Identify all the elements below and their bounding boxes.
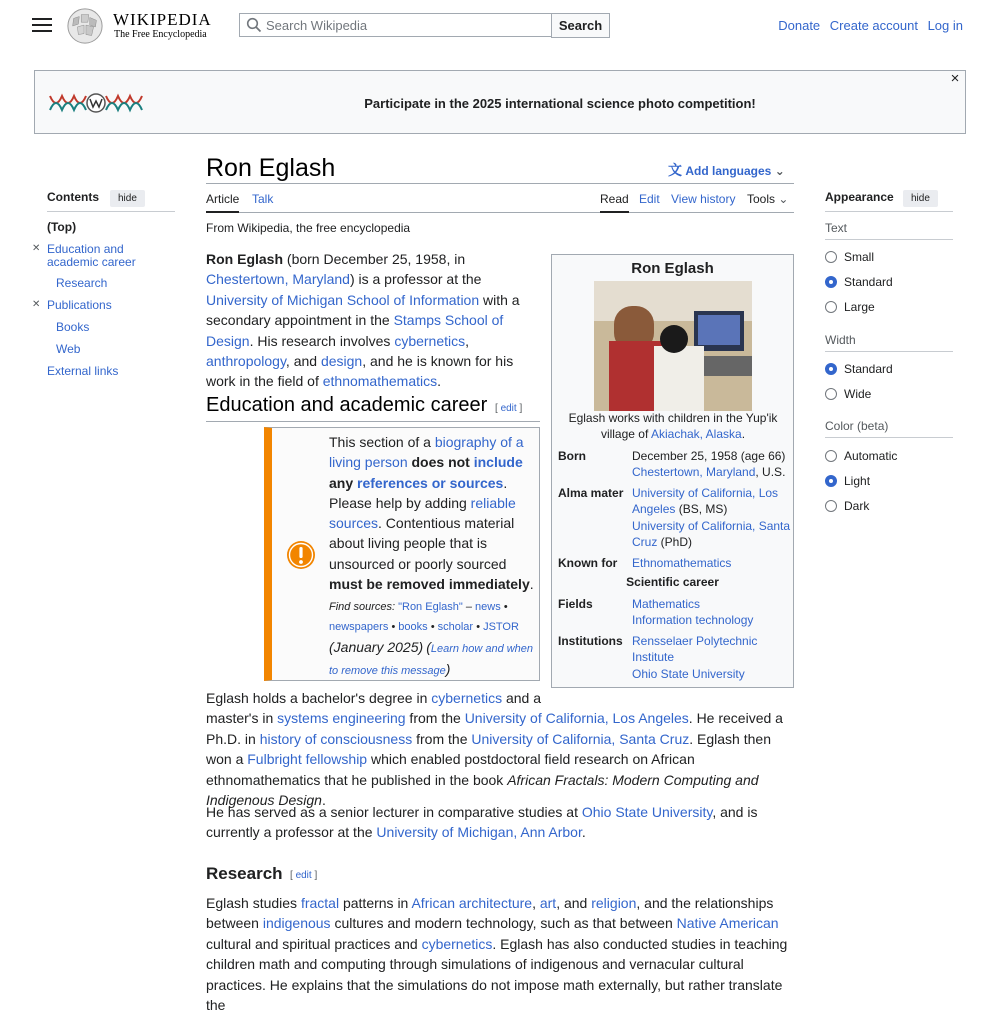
radio-label: Automatic: [844, 449, 898, 463]
link-stamps-school[interactable]: Stamps School of Design: [206, 312, 504, 349]
edit-section-link[interactable]: [ edit ]: [290, 870, 318, 881]
link-cybernetics-2[interactable]: cybernetics: [431, 690, 503, 706]
radio-color-automatic[interactable]: [825, 450, 837, 462]
infobox-label-fields: Fields: [558, 597, 593, 611]
infobox-value-born: December 25, 1958 (age 66) Chestertown, Maryland, U.S.: [632, 449, 786, 480]
link-ucla[interactable]: University of California, Los Angeles: [632, 486, 779, 517]
radio-label: Standard: [844, 362, 893, 376]
infobox-photo[interactable]: [594, 281, 752, 411]
infobox-header-scientific-career: Scientific career: [626, 575, 719, 589]
radio-label: Wide: [844, 387, 872, 401]
infobox-value-known-for: [632, 555, 792, 571]
link-fractal[interactable]: fractal: [300, 895, 340, 911]
link-fulbright[interactable]: Fulbright fellowship: [247, 751, 368, 768]
radio-text-large[interactable]: [825, 301, 837, 313]
link-art[interactable]: art: [539, 895, 557, 911]
link-information-technology[interactable]: Information technology: [632, 613, 754, 628]
link-mathematics[interactable]: Mathematics: [632, 597, 701, 611]
toc-hide-button[interactable]: hide: [110, 190, 145, 207]
link-native-american[interactable]: Native American: [676, 915, 779, 932]
create-account-link[interactable]: Create account: [829, 18, 918, 33]
chevron-down-icon: ⌄: [778, 192, 789, 206]
tab-article[interactable]: Article: [206, 192, 239, 213]
link-include[interactable]: include: [473, 454, 523, 471]
section-heading-research: Research: [206, 864, 283, 883]
radio-width-standard[interactable]: [825, 363, 837, 375]
infobox-value-institutions: [632, 633, 782, 682]
link-ucsc[interactable]: University of California, Santa Cruz: [632, 518, 791, 550]
appearance-text-label: Text: [825, 221, 848, 235]
infobox-caption: Eglash works with children in the Yup'ik village of Akiachak, Alaska.: [568, 411, 778, 441]
link-religion[interactable]: religion: [591, 895, 637, 911]
link-references[interactable]: references or sources: [357, 474, 504, 491]
appearance-title: Appearance: [825, 190, 894, 204]
find-newspapers-link[interactable]: newspapers: [329, 621, 389, 633]
main-menu-button[interactable]: [30, 14, 54, 38]
wikipedia-globe-logo[interactable]: [66, 7, 104, 45]
translate-icon: 文: [668, 162, 682, 178]
tab-view-history[interactable]: View history: [671, 192, 736, 206]
toc-item-research[interactable]: Research: [56, 276, 108, 290]
link-umich-ann-arbor[interactable]: University of Michigan, Ann Arbor: [376, 824, 582, 841]
toc-item-books[interactable]: Books: [56, 320, 90, 334]
link-cybernetics-3[interactable]: cybernetics: [421, 935, 493, 952]
link-chestertown[interactable]: Chestertown, Maryland: [206, 271, 350, 288]
radio-label: Large: [844, 300, 875, 314]
lead-paragraph: Ron Eglash (born December 25, 1958, in Chestertown, Maryland) is a professor at the University of Michigan School of Information with a secondary appointment in the Stamps School of Design. His research involves cybernetics, anthropology, and design, and he is known for his work in the field of ethnomathematics.: [206, 251, 520, 390]
wikipedia-tagline: The Free Encyclopedia: [114, 29, 207, 40]
notice-message: This section of a biography of a living person does not include any references or sources. Please help by adding reliable sources. Contentious material about living people that is unsourced or poorly sourced must be removed immediately.: [329, 434, 534, 593]
infobox-label-known-for: Known for: [558, 556, 618, 570]
education-paragraph-2: He has served as a senior lecturer in comparative studies at Ohio State University, and is currently a professor at the University of Michigan, Ann Arbor.: [206, 804, 758, 841]
search-button[interactable]: Search: [551, 13, 610, 38]
edit-section-link[interactable]: [ edit ]: [495, 403, 523, 414]
radio-text-standard[interactable]: [825, 276, 837, 288]
divider: [825, 211, 953, 212]
find-news-link[interactable]: news: [475, 601, 501, 613]
warning-icon: [286, 540, 316, 570]
find-jstor-link[interactable]: JSTOR: [483, 621, 519, 633]
link-ucla-2[interactable]: University of California, Los Angeles: [464, 710, 689, 727]
infobox-label-born: Born: [558, 449, 586, 463]
banner-message[interactable]: Participate in the 2025 international science photo competition!: [364, 96, 756, 111]
section-heading-education: Education and academic career: [206, 394, 488, 416]
divider: [206, 421, 540, 422]
toc-item-external-links[interactable]: External links: [47, 364, 119, 378]
link-african-architecture[interactable]: African architecture: [411, 895, 533, 911]
find-books-link[interactable]: books: [398, 621, 428, 633]
toc-item-top[interactable]: (Top): [47, 220, 77, 234]
link-blp[interactable]: biography of a living person: [329, 434, 524, 471]
toc-item-education[interactable]: Education and academic career: [47, 242, 136, 269]
divider: [825, 239, 953, 240]
radio-label: Small: [844, 250, 875, 264]
tab-talk[interactable]: Talk: [252, 192, 274, 206]
link-systems-engineering[interactable]: systems engineering: [277, 710, 406, 727]
search-input[interactable]: [262, 14, 556, 36]
page-title: Ron Eglash: [206, 154, 336, 182]
login-link[interactable]: Log in: [927, 18, 963, 33]
science-competition-logo: [48, 92, 144, 114]
toc-title: Contents: [47, 190, 99, 204]
link-ohio-state-2[interactable]: Ohio State University: [581, 804, 713, 820]
close-icon[interactable]: ×: [950, 70, 960, 87]
donate-link[interactable]: Donate: [778, 18, 821, 33]
radio-label: Light: [844, 474, 871, 488]
learn-remove-link[interactable]: Learn how and when to remove this message: [329, 643, 534, 677]
infobox-value-alma-mater: University of California, Los Angeles (BS, MS) University of California, Santa Cruz (PhD): [632, 486, 791, 550]
find-scholar-link[interactable]: scholar: [437, 621, 474, 633]
research-paragraph: Eglash studies fractal patterns in African architecture, art, and religion, and the relationships between indigenous cultures and modern technology, such as that between Native American cultural and spiritual practices and cybernetics. Eglash has also conducted studies in teaching children math and computing through simulations of indigenous and vernacular cultural practices. He explains that the simulations do not impose math externally, but rather translate the: [206, 895, 788, 1014]
divider: [825, 351, 953, 352]
link-ethnomathematics-infobox[interactable]: Ethnomathematics: [632, 556, 732, 570]
tools-menu[interactable]: Tools ⌄: [747, 192, 789, 206]
infobox-title: Ron Eglash: [631, 260, 714, 277]
toc-item-publications[interactable]: Publications: [47, 298, 112, 312]
link-history-of-consciousness[interactable]: history of consciousness: [259, 730, 413, 747]
chevron-down-icon[interactable]: ✕: [32, 243, 41, 254]
link-design[interactable]: design: [320, 353, 363, 370]
chevron-down-icon[interactable]: ✕: [32, 299, 41, 310]
radio-width-wide[interactable]: [825, 388, 837, 400]
appearance-hide-button[interactable]: hide: [903, 190, 938, 207]
divider: [206, 212, 794, 213]
link-ucsc-2[interactable]: University of California, Santa Cruz: [471, 730, 690, 747]
link-indigenous[interactable]: indigenous: [262, 915, 331, 932]
link-ohio-state[interactable]: Ohio State University: [632, 666, 745, 681]
toc-item-web[interactable]: Web: [56, 342, 81, 356]
education-paragraph-1: Eglash holds a bachelor's degree in cybernetics and a master's in systems engineering from the University of California, Los Angeles. He received a Ph.D. in history of consciousness from the University of California, Santa Cruz. Eglash then won a Fulbright fellowship which enabled postdoctoral field research on African ethnomathematics that he published in the book African Fractals: Modern Computing and Indigenous Design.: [206, 690, 783, 809]
wikipedia-wordmark[interactable]: WIKIPEDIA: [113, 10, 212, 29]
radio-label: Dark: [844, 499, 870, 513]
radio-color-dark[interactable]: [825, 500, 837, 512]
tab-edit[interactable]: Edit: [639, 192, 660, 206]
chevron-down-icon: ⌄: [774, 164, 785, 178]
add-languages-button[interactable]: 文 Add languages ⌄: [668, 162, 785, 178]
find-query-link[interactable]: "Ron Eglash": [398, 601, 463, 613]
user-links: [772, 18, 963, 33]
appearance-width-label: Width: [825, 333, 856, 347]
radio-text-small[interactable]: [825, 251, 837, 263]
link-reliable-sources[interactable]: reliable sources: [329, 494, 516, 532]
divider: [47, 211, 175, 212]
infobox-label-alma-mater: Alma mater: [558, 486, 624, 500]
find-sources: Find sources: "Ron Eglash" – news • newspapers • books • scholar • JSTOR (January 2025) (Learn how and when to remove this message): [329, 601, 534, 677]
link-ethnomathematics[interactable]: ethnomathematics: [322, 373, 438, 390]
radio-color-light[interactable]: [825, 475, 837, 487]
link-anthropology[interactable]: anthropology: [206, 353, 286, 370]
divider: [825, 437, 953, 438]
infobox-label-institutions: Institutions: [558, 634, 623, 648]
link-chestertown-infobox[interactable]: Chestertown, Maryland: [632, 465, 756, 480]
menu-icon: [32, 18, 52, 20]
appearance-color-label: Color (beta): [825, 419, 889, 433]
tab-read[interactable]: Read: [600, 192, 629, 213]
radio-label: Standard: [844, 275, 893, 289]
site-subtitle: From Wikipedia, the free encyclopedia: [206, 221, 411, 235]
search-icon: [246, 17, 262, 33]
link-cybernetics[interactable]: cybernetics: [394, 332, 466, 349]
infobox-value-fields: [632, 596, 792, 629]
link-akiachak[interactable]: Akiachak, Alaska: [650, 427, 742, 441]
link-rpi[interactable]: Rensselaer Polytechnic Institute: [632, 634, 758, 665]
divider: [206, 183, 794, 184]
link-umich-school-of-information[interactable]: University of Michigan School of Information: [206, 291, 480, 308]
